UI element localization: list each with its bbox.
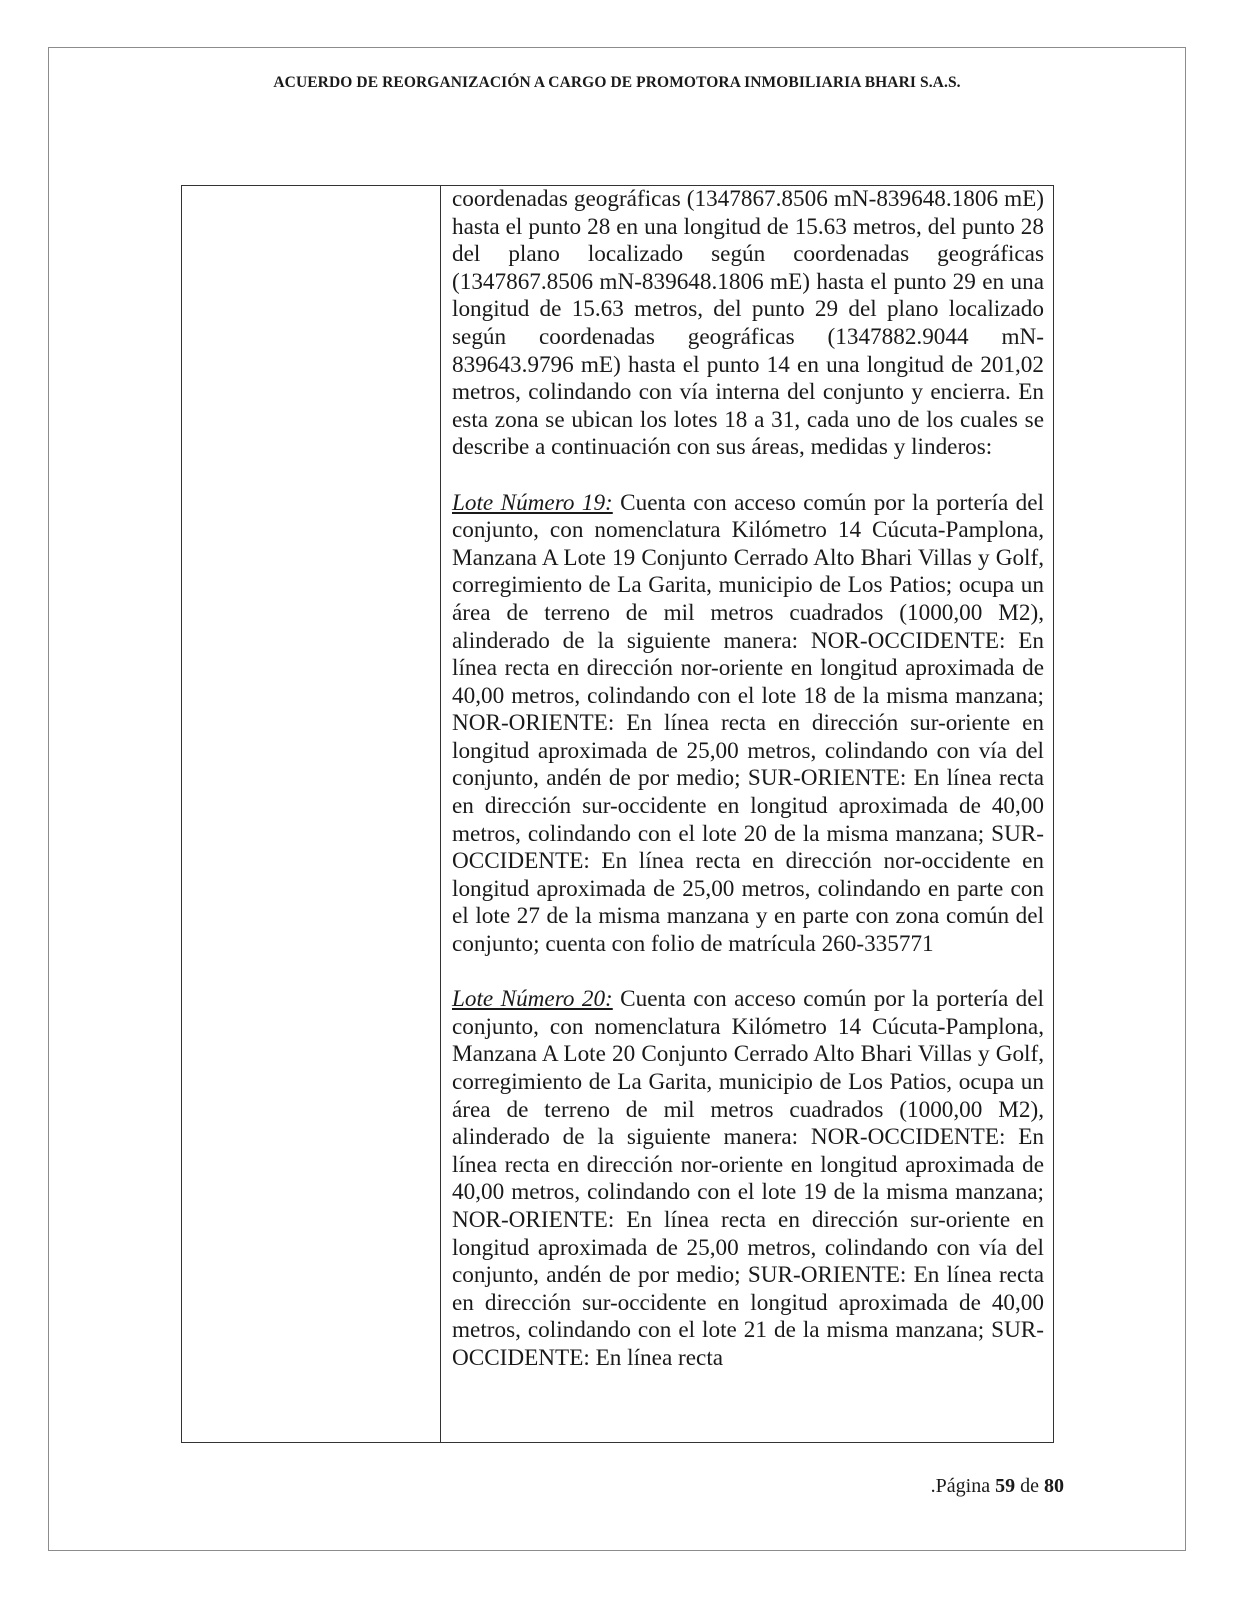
- lote-19-text: Cuenta con acceso común por la portería del conjunto, con nomenclatura Kilómetro 14 Cúcuta-Pamplona, Manzana A Lote 19 Conjunto Cerrado Alto Bhari Villas y Golf, corregimiento de La Garita, municipio de Los Patios; ocupa un área de terreno de mil metros cuadrados (1000,00 M2), alinderado de la siguiente manera: NOR-OCCIDENTE: En línea recta en dirección nor-oriente en longitud aproximada de 40,00 metros, colindando con el lote 18 de la misma manzana; NOR-ORIENTE: En línea recta en dirección sur-oriente en longitud aproximada de 25,00 metros, colindando con vía del conjunto, andén de por medio; SUR-ORIENTE: En línea recta en dirección sur-occidente en longitud aproximada de 40,00 metros, colindando con el lote 20 de la misma manzana; SUR-OCCIDENTE: En línea recta en dirección nor-occidente en longitud aproximada de 25,00 metros, colindando en parte con el lote 27 de la misma manzana y en parte con zona común del conjunto; cuenta con folio de matrícula 260-335771: [452, 489, 1044, 958]
- page-number: 59: [995, 1475, 1016, 1497]
- lote-20-label: Lote Número 20:: [452, 986, 613, 1013]
- document-header-title: ACUERDO DE REORGANIZACIÓN A CARGO DE PROMOTORA INMOBILIARIA BHARI S.A.S.: [273, 74, 961, 91]
- intro-paragraph: coordenadas geográficas (1347867.8506 mN-839648.1806 mE) hasta el punto 28 en una longitud de 15.63 metros, del punto 28 del plano localizado según coordenadas geográficas (1347867.8506 mN-839648.1806 mE) hasta el punto 29 en una longitud de 15.63 metros, del punto 29 del plano localizado según coordenadas geográficas (1347882.9044 mN-839643.9796 mE) hasta el punto 14 en una longitud de 201,02 metros, colindando con vía interna del conjunto y encierra. En esta zona se ubican los lotes 18 a 31, cada uno de los cuales se describe a continuación con sus áreas, medidas y linderos:: [452, 186, 1044, 461]
- content-table: [181, 185, 1054, 1443]
- page-separator: de: [1015, 1475, 1044, 1497]
- lote-20-text: Cuenta con acceso común por la portería del conjunto, con nomenclatura Kilómetro 14 Cúcuta-Pamplona, Manzana A Lote 20 Conjunto Cerrado Alto Bhari Villas y Golf, corregimiento de La Garita, municipio de Los Patios, ocupa un área de terreno de mil metros cuadrados (1000,00 M2), alinderado de la siguiente manera: NOR-OCCIDENTE: En línea recta en dirección nor-oriente en longitud aproximada de 40,00 metros, colindando con el lote 19 de la misma manzana; NOR-ORIENTE: En línea recta en dirección sur-oriente en longitud aproximada de 25,00 metros, colindando con vía del conjunto, andén de por medio; SUR-ORIENTE: En línea recta en dirección sur-occidente en longitud aproximada de 40,00 metros, colindando con el lote 21 de la misma manzana; SUR-OCCIDENTE: En línea recta: [452, 986, 1044, 1371]
- lote-19-label: Lote Número 19:: [452, 489, 613, 516]
- lote-20-paragraph: [452, 986, 1044, 1372]
- page-prefix: .Página: [930, 1475, 996, 1497]
- page-footer: [800, 1475, 1064, 1498]
- table-left-cell: [182, 186, 441, 1442]
- lote-19-paragraph: [452, 490, 1044, 959]
- total-pages: 80: [1044, 1475, 1064, 1497]
- table-right-cell: [441, 186, 1053, 1442]
